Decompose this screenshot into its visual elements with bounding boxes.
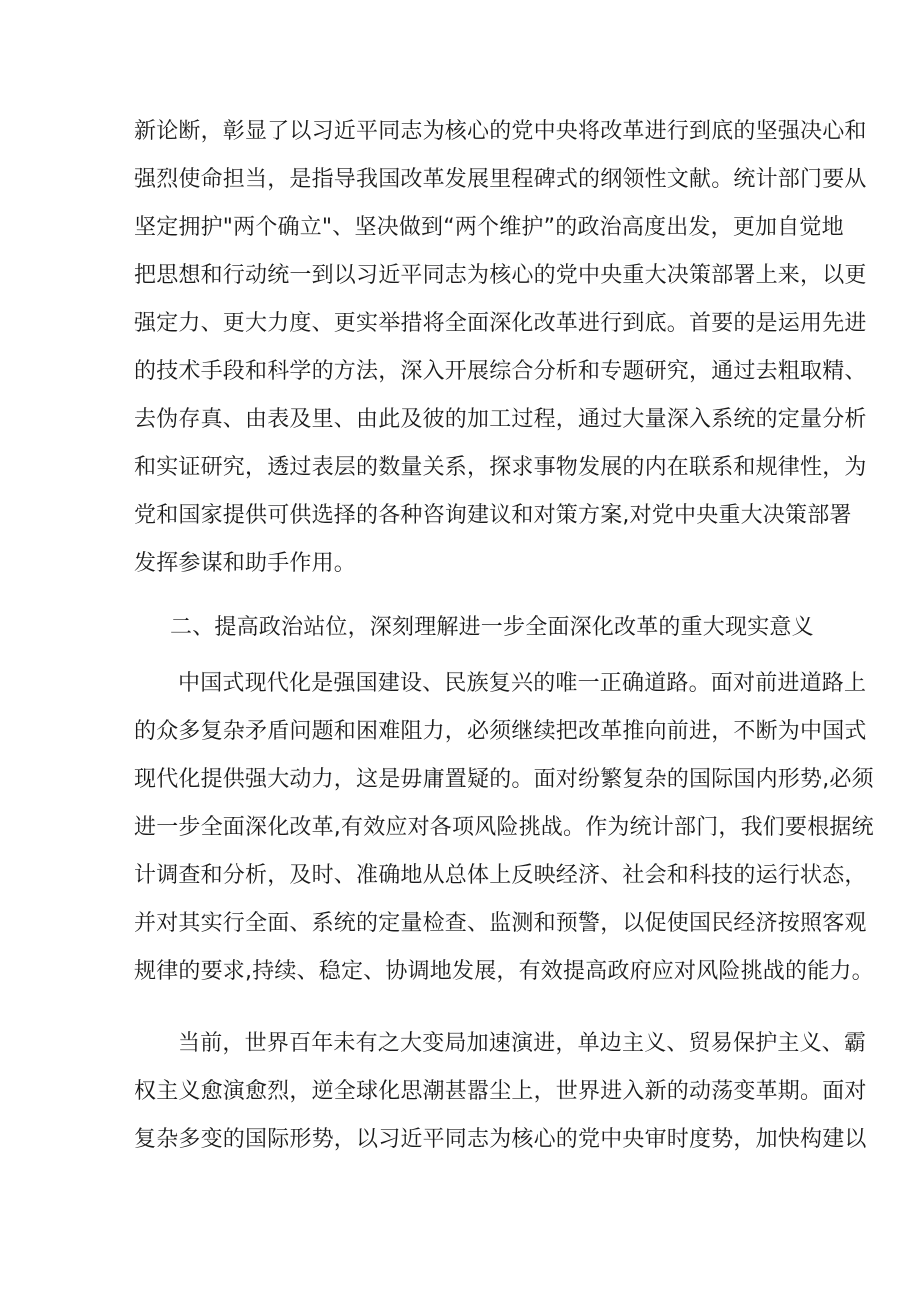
section-heading: 二、提高政治站位，深刻理解进一步全面深化改革的重大现实意义: [170, 615, 814, 640]
paragraph-1-line-7: 去伪存真、由表及里、由此及彼的加工过程，通过大量深入系统的定量分析: [134, 407, 867, 432]
paragraph-1-line-6: 的技术手段和科学的方法，深入开展综合分析和专题研究，通过去粗取精、: [134, 359, 867, 384]
paragraph-2-line-6: 并对其实行全面、系统的定量检查、监测和预警，以促使国民经济按照客观: [134, 911, 867, 936]
paragraph-2-line-3: 现代化提供强大动力，这是毋庸置疑的。面对纷繁复杂的国际国内形势,必须: [134, 767, 874, 792]
paragraph-1-line-1: 新论断，彰显了以习近平同志为核心的党中央将改革进行到底的坚强决心和: [134, 119, 867, 144]
paragraph-1-line-10: 发挥参谋和助手作用。: [134, 551, 357, 576]
paragraph-2-line-5: 计调查和分析，及时、准确地从总体上反映经济、社会和科技的运行状态，: [134, 863, 867, 888]
paragraph-1-line-2: 强烈使命担当，是指导我国改革发展里程碑式的纲领性文献。统计部门要从: [134, 167, 867, 192]
paragraph-3-line-1: 当前，世界百年未有之大变局加速演进，单边主义、贸易保护主义、霸: [178, 1031, 867, 1056]
paragraph-3-line-2: 权主义愈演愈烈，逆全球化思潮甚嚣尘上，世界进入新的动荡变革期。面对: [134, 1079, 867, 1104]
paragraph-1-line-9: 党和国家提供可供选择的各种咨询建议和对策方案,对党中央重大决策部署: [134, 503, 852, 528]
paragraph-1-line-3: 坚定拥护"两个确立"、坚决做到“两个维护”的政治高度出发，更加自觉地: [134, 215, 844, 240]
paragraph-1-line-8: 和实证研究，透过表层的数量关系，探求事物发展的内在联系和规律性，为: [134, 455, 867, 480]
paragraph-2-line-1: 中国式现代化是强国建设、民族复兴的唯一正确道路。面对前进道路上: [178, 671, 867, 696]
paragraph-2-line-4: 进一步全面深化改革,有效应对各项风险挑战。作为统计部门，我们要根据统: [134, 815, 874, 840]
paragraph-1-line-4: 把思想和行动统一到以习近平同志为核心的党中央重大决策部署上来，以更: [134, 263, 867, 288]
paragraph-3-line-3: 复杂多变的国际形势，以习近平同志为核心的党中央审时度势，加快构建以: [134, 1127, 867, 1152]
paragraph-1-line-5: 强定力、更大力度、更实举措将全面深化改革进行到底。首要的是运用先进: [134, 311, 867, 336]
paragraph-2-line-2: 的众多复杂矛盾问题和困难阻力，必须继续把改革推向前进，不断为中国式: [134, 719, 867, 744]
paragraph-2-line-7: 规律的要求,持续、稳定、协调地发展，有效提高政府应对风险挑战的能力。: [134, 959, 874, 984]
